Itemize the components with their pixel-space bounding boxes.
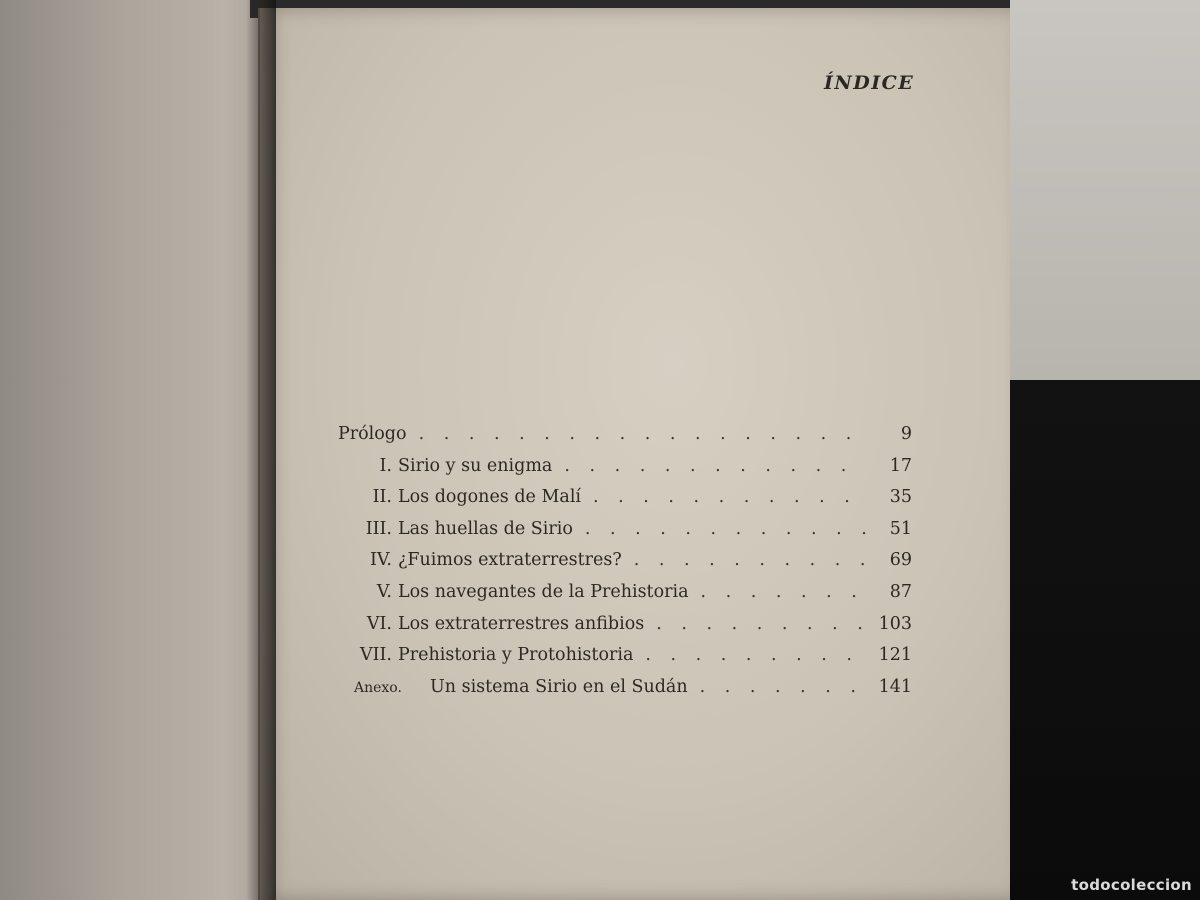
toc-entry-title: Las huellas de Sirio <box>398 518 573 539</box>
toc-entry-number: VI. <box>366 613 392 634</box>
toc-entry-anexo <box>338 677 912 709</box>
toc-entry-7 <box>338 645 912 677</box>
toc-leader-dots <box>573 519 866 539</box>
backdrop-shadow <box>1000 380 1200 900</box>
toc-entry-title: Sirio y su enigma <box>398 455 553 476</box>
toc-entry-title: Prólogo <box>338 424 407 444</box>
toc-leader-dots <box>552 456 866 476</box>
toc-leader-dots <box>644 614 866 634</box>
toc-entry-prologo <box>338 424 912 456</box>
toc-leader-dots <box>581 487 866 507</box>
page-header: ÍNDICE <box>824 72 915 94</box>
toc-entry-1 <box>338 456 912 488</box>
toc-leader-dots <box>633 645 866 665</box>
toc-entry-number: VII. <box>359 645 392 666</box>
toc-entry-page: 69 <box>889 550 912 571</box>
toc-entry-title: Un sistema Sirio en el Sudán <box>430 676 688 697</box>
toc-entry-page: 87 <box>889 581 912 602</box>
toc-entry-page: 9 <box>900 424 912 444</box>
toc-entry-title: Los extraterrestres anfibios <box>398 613 645 634</box>
toc-entry-title: Prehistoria y Protohistoria <box>398 645 634 666</box>
toc-entry-page: 121 <box>878 645 912 666</box>
toc-entry-page: 17 <box>889 455 912 476</box>
toc-entry-5 <box>338 582 912 614</box>
toc-entry-number: I. <box>379 455 392 476</box>
toc-entry-number: Anexo. <box>354 679 402 696</box>
toc-entry-number: IV. <box>369 550 392 571</box>
backdrop-card <box>1000 0 1200 380</box>
toc-leader-dots <box>688 677 866 697</box>
watermark: todocoleccion <box>1071 876 1192 894</box>
toc-entry-page: 141 <box>878 676 912 697</box>
toc-entry-page: 35 <box>889 487 912 508</box>
toc-leader-dots <box>622 550 866 570</box>
toc-entry-title: ¿Fuimos extraterrestres? <box>398 550 622 571</box>
toc-entry-number: III. <box>365 518 392 539</box>
toc-leader-dots <box>407 424 866 444</box>
toc-entry-number: II. <box>372 487 392 508</box>
toc-entry-2 <box>338 487 912 519</box>
page-gutter <box>246 0 276 900</box>
toc-entry-title: Los navegantes de la Prehistoria <box>398 581 689 602</box>
toc-entry-title: Los dogones de Malí <box>398 487 582 508</box>
toc-entry-number: V. <box>376 581 392 602</box>
toc-entry-page: 103 <box>878 613 912 634</box>
toc-entry-page: 51 <box>889 518 912 539</box>
toc-entry-4 <box>338 550 912 582</box>
table-of-contents <box>338 424 912 708</box>
toc-entry-3 <box>338 519 912 551</box>
toc-leader-dots <box>689 582 866 602</box>
toc-entry-6 <box>338 614 912 646</box>
